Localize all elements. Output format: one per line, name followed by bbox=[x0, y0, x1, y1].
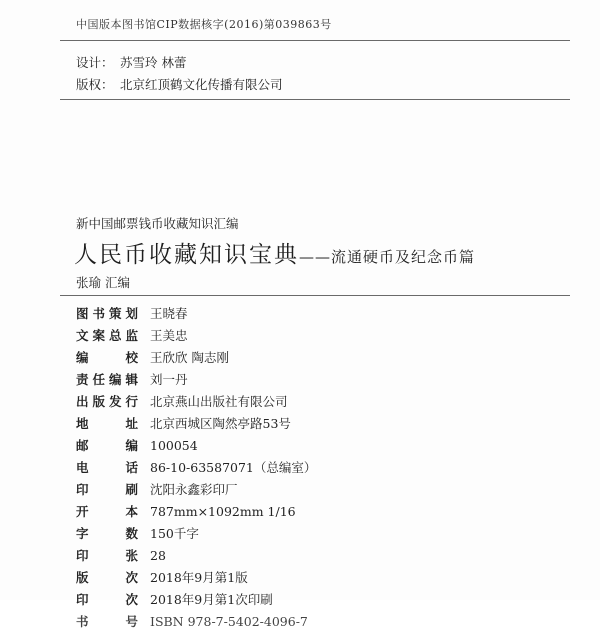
info-value: 王欣欣 陶志刚 bbox=[150, 350, 229, 365]
info-value: 王美忠 bbox=[150, 328, 188, 343]
info-row bbox=[76, 545, 316, 567]
info-label: 印刷 bbox=[76, 482, 138, 497]
info-value: 北京燕山出版社有限公司 bbox=[150, 394, 288, 409]
credit-value: 北京红顶鹤文化传播有限公司 bbox=[120, 77, 283, 92]
info-value: 2018年9月第1次印刷 bbox=[150, 592, 273, 607]
book-editor: 张瑜 汇编 bbox=[76, 275, 130, 290]
info-value: 2018年9月第1版 bbox=[150, 570, 248, 585]
info-label: 印张 bbox=[76, 548, 138, 563]
info-value: 北京西城区陶然亭路53号 bbox=[150, 416, 291, 431]
credit-label: 版权： bbox=[76, 77, 114, 92]
info-row bbox=[76, 435, 316, 457]
cip-record: 中国版本图书馆CIP数据核字(2016)第039863号 bbox=[76, 18, 332, 31]
info-row bbox=[76, 369, 316, 391]
info-label: 开本 bbox=[76, 504, 138, 519]
info-row bbox=[76, 479, 316, 501]
info-label: 编校 bbox=[76, 350, 138, 365]
info-row bbox=[76, 347, 316, 369]
info-value: 沈阳永鑫彩印厂 bbox=[150, 482, 238, 497]
credits-block bbox=[76, 52, 283, 96]
info-row bbox=[76, 611, 316, 633]
info-value: 150千字 bbox=[150, 526, 199, 541]
book-title bbox=[74, 236, 475, 269]
info-value: ISBN 978-7-5402-4096-7 bbox=[150, 614, 308, 629]
info-value: 100054 bbox=[150, 438, 198, 453]
info-row bbox=[76, 413, 316, 435]
info-row bbox=[76, 567, 316, 589]
credit-design bbox=[76, 52, 283, 74]
info-label: 版次 bbox=[76, 570, 138, 585]
info-value: 787mm×1092mm 1/16 bbox=[150, 504, 296, 519]
divider-title bbox=[60, 295, 570, 296]
info-label: 电话 bbox=[76, 460, 138, 475]
book-title-sub: ——流通硬币及纪念币篇 bbox=[299, 248, 476, 266]
info-value: 86-10-63587071（总编室） bbox=[150, 460, 317, 475]
info-label: 出版发行 bbox=[76, 394, 138, 409]
info-row bbox=[76, 391, 316, 413]
info-label: 书号 bbox=[76, 614, 138, 629]
info-row bbox=[76, 501, 316, 523]
series-name: 新中国邮票钱币收藏知识汇编 bbox=[76, 216, 239, 231]
book-title-main: 人民币收藏知识宝典 bbox=[74, 242, 299, 268]
divider-credits bbox=[60, 99, 570, 100]
info-row bbox=[76, 303, 316, 325]
info-value: 28 bbox=[150, 548, 166, 563]
divider-top bbox=[60, 40, 570, 41]
info-label: 邮编 bbox=[76, 438, 138, 453]
info-row bbox=[76, 457, 316, 479]
info-value: 王晓春 bbox=[150, 306, 188, 321]
credit-label: 设计： bbox=[76, 55, 114, 70]
info-label: 图书策划 bbox=[76, 306, 138, 321]
info-label: 地址 bbox=[76, 416, 138, 431]
info-label: 责任编辑 bbox=[76, 372, 138, 387]
info-row bbox=[76, 325, 316, 347]
info-row bbox=[76, 589, 316, 611]
info-value: 刘一丹 bbox=[150, 372, 188, 387]
info-row bbox=[76, 523, 316, 545]
credit-value: 苏雪玲 林蕾 bbox=[120, 55, 187, 70]
publication-info bbox=[76, 303, 316, 633]
credit-copyright bbox=[76, 74, 283, 96]
info-label: 字数 bbox=[76, 526, 138, 541]
info-label: 印次 bbox=[76, 592, 138, 607]
info-label: 文案总监 bbox=[76, 328, 138, 343]
